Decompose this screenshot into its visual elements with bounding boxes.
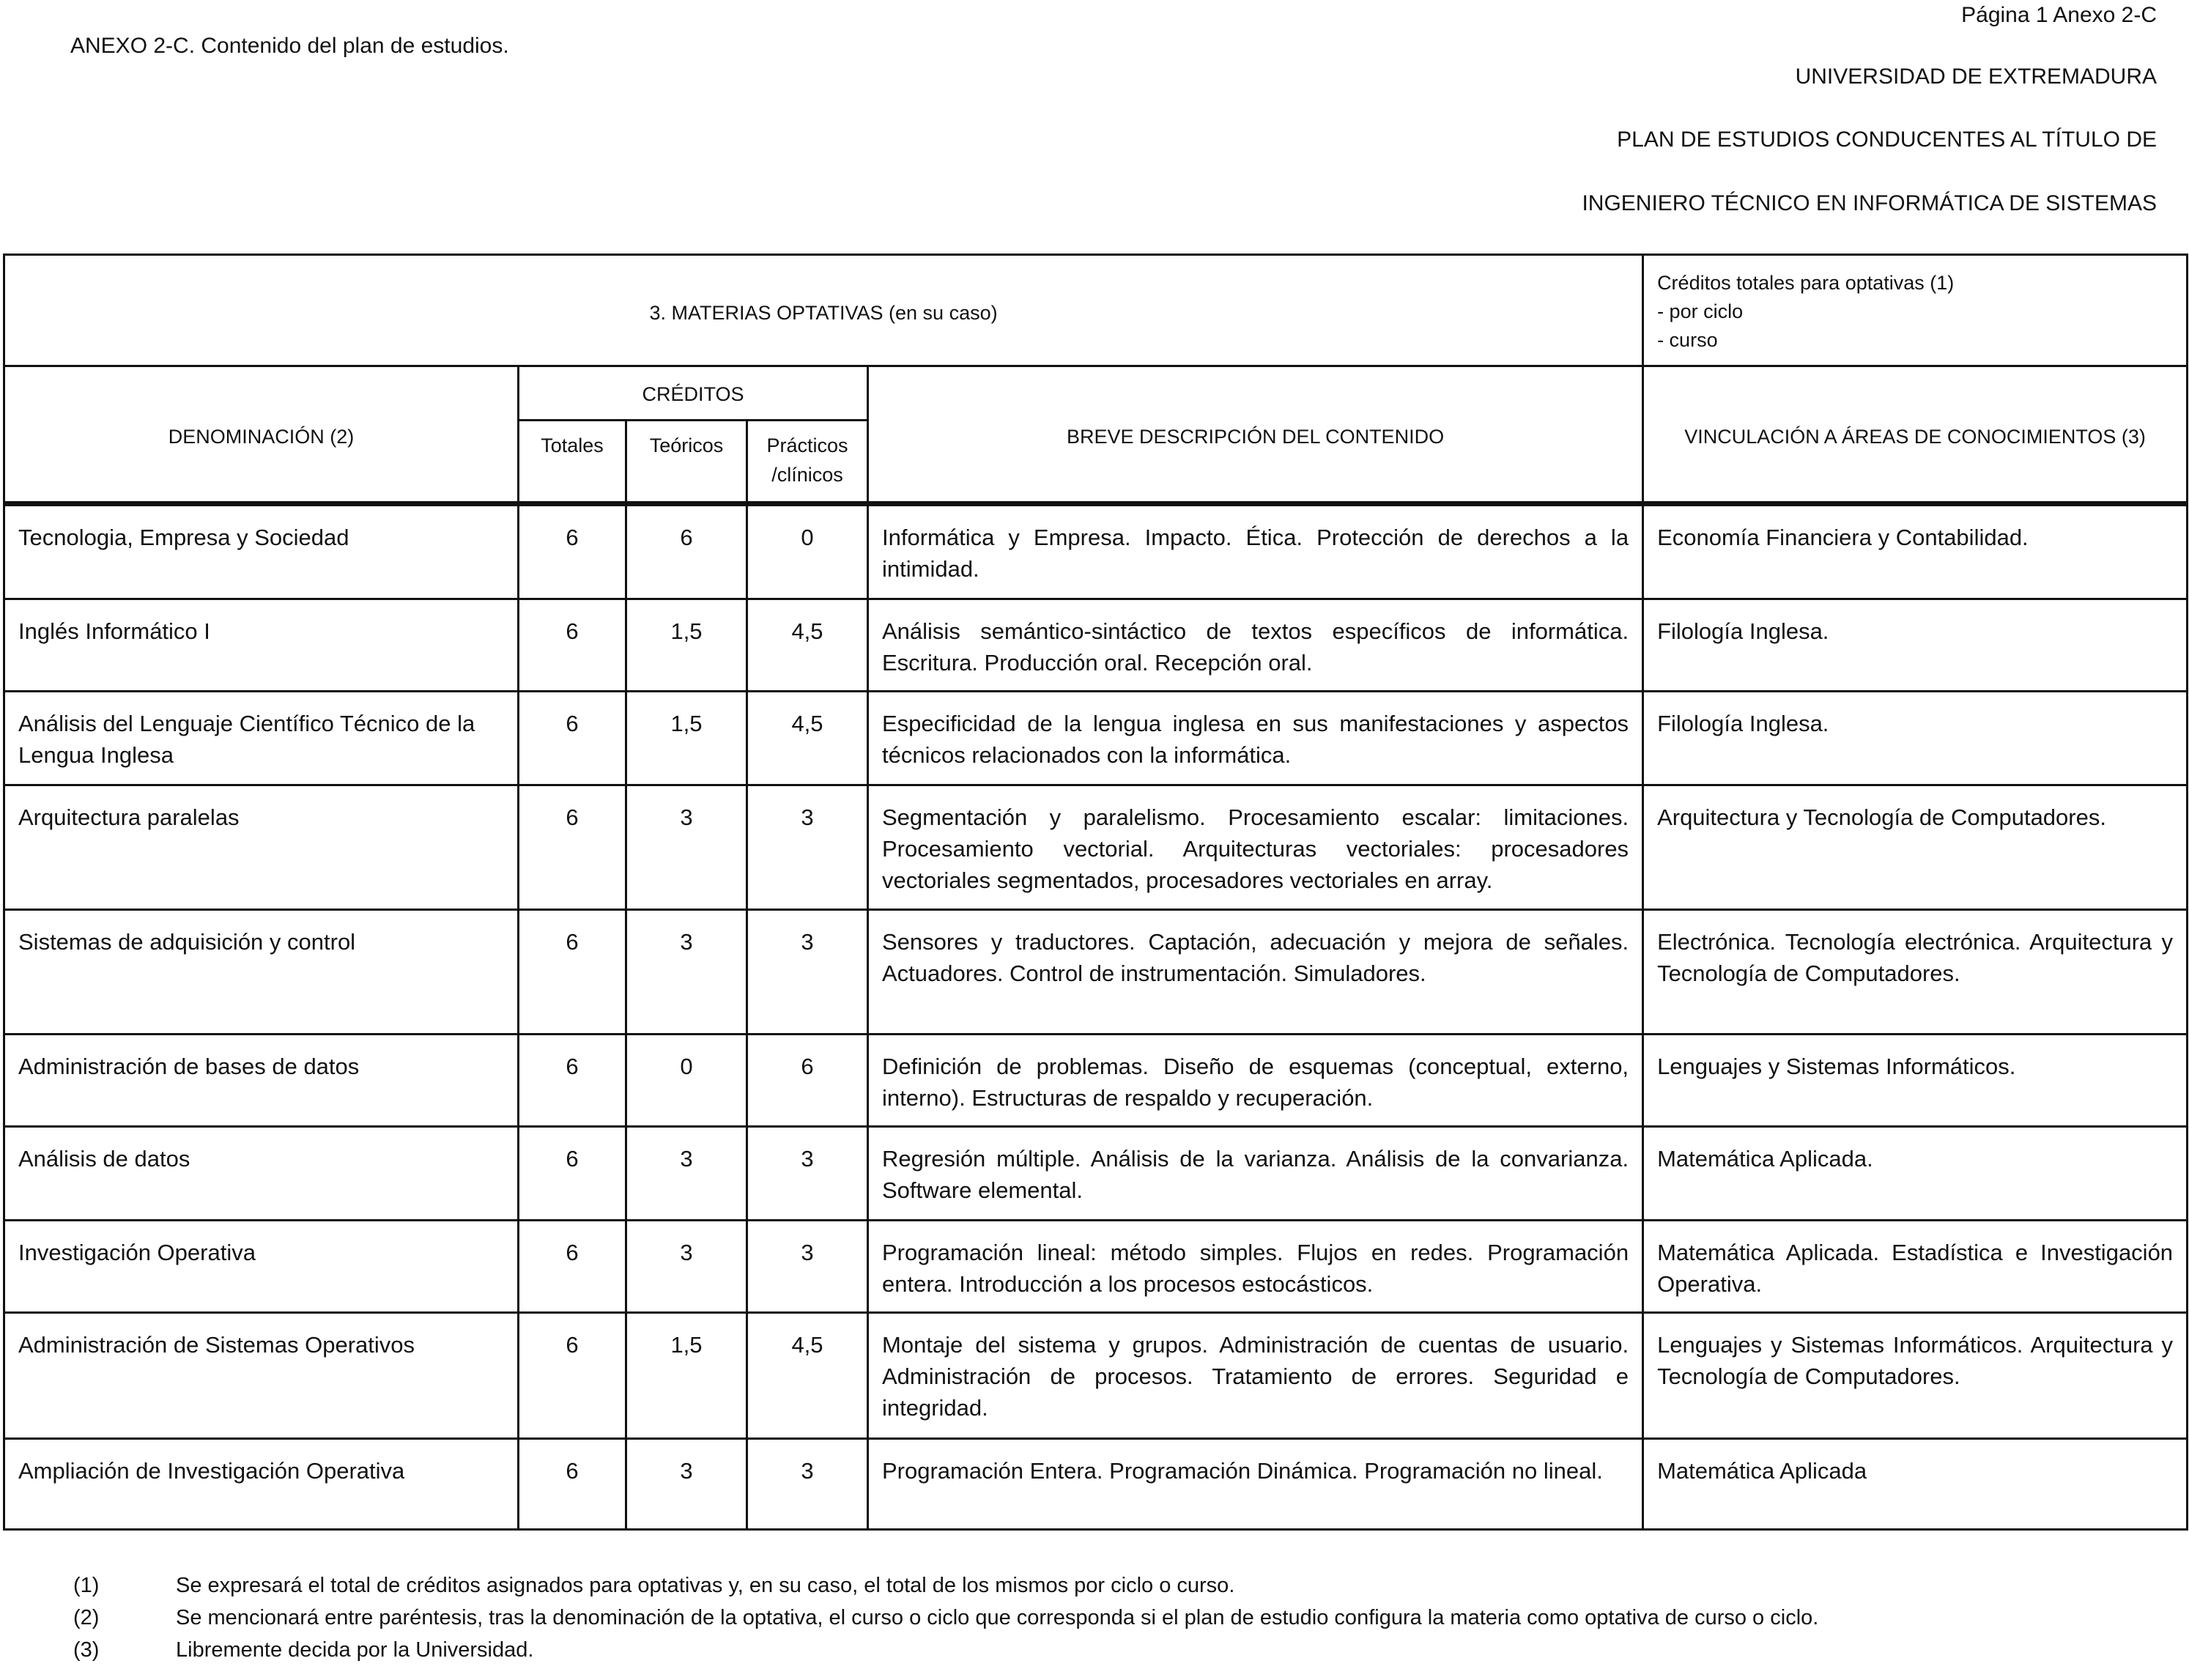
credits-totales: 6 (519, 1313, 626, 1439)
col-header-practicos: Prácticos /clínicos (747, 421, 868, 504)
optional-subjects-table (3, 254, 2188, 1531)
knowledge-area: Filología Inglesa. (1643, 692, 2188, 785)
subject-description: Programación Entera. Programación Dinámica. Programación no lineal. (868, 1439, 1643, 1530)
credits-teoricos: 1,5 (626, 1313, 747, 1439)
credits-teoricos: 3 (626, 1439, 747, 1530)
subject-description: Sensores y traductores. Captación, adecuación y mejora de señales. Actuadores. Control de instrumentación. Simuladores. (868, 910, 1643, 1035)
credits-totales: 6 (519, 785, 626, 910)
credits-total-note-line: Créditos totales para optativas (1) (1657, 272, 1955, 294)
page-number: Página 1 Anexo 2-C (1961, 3, 2157, 27)
knowledge-area: Lenguajes y Sistemas Informáticos. (1643, 1035, 2188, 1127)
subject-name: Investigación Operativa (4, 1221, 519, 1313)
credits-totales: 6 (519, 504, 626, 599)
plan-title: PLAN DE ESTUDIOS CONDUCENTES AL TÍTULO DE (1617, 127, 2157, 152)
table-row (4, 785, 2188, 910)
subject-name: Administración de Sistemas Operativos (4, 1313, 519, 1439)
credits-practicos: 3 (747, 785, 868, 910)
credits-total-note-line: - curso (1657, 329, 1718, 352)
credits-total-note (1643, 255, 2188, 366)
subject-description: Especificidad de la lengua inglesa en sus manifestaciones y aspectos técnicos relacionados con la informática. (868, 692, 1643, 785)
credits-totales: 6 (519, 1221, 626, 1313)
col-header-vinculacion: VINCULACIÓN A ÁREAS DE CONOCIMIENTOS (3) (1643, 366, 2188, 504)
credits-teoricos: 3 (626, 1221, 747, 1313)
credits-practicos: 3 (747, 1439, 868, 1530)
footnote-text: Libremente decida por la Universidad. (176, 1638, 534, 1662)
credits-teoricos: 6 (626, 504, 747, 599)
knowledge-area: Electrónica. Tecnología electrónica. Arquitectura y Tecnología de Computadores. (1643, 910, 2188, 1035)
subject-name: Ampliación de Investigación Operativa (4, 1439, 519, 1530)
table-row (4, 692, 2188, 785)
table-row (4, 1313, 2188, 1439)
subject-description: Segmentación y paralelismo. Procesamiento escalar: limitaciones. Procesamiento vectorial. Arquitecturas vectoriales: procesadores vectoriales segmentados, procesadores vectoriales en array. (868, 785, 1643, 910)
footnote (73, 1634, 1818, 1666)
footnotes (73, 1569, 1818, 1666)
credits-totales: 6 (519, 1035, 626, 1127)
knowledge-area: Lenguajes y Sistemas Informáticos. Arquitectura y Tecnología de Computadores. (1643, 1313, 2188, 1439)
knowledge-area: Matemática Aplicada. Estadística e Investigación Operativa. (1643, 1221, 2188, 1313)
subject-description: Análisis semántico-sintáctico de textos específicos de informática. Escritura. Producción oral. Recepción oral. (868, 599, 1643, 692)
table-row (4, 910, 2188, 1035)
credits-practicos: 3 (747, 1127, 868, 1221)
knowledge-area: Arquitectura y Tecnología de Computadores. (1643, 785, 2188, 910)
col-header-descripcion: BREVE DESCRIPCIÓN DEL CONTENIDO (868, 366, 1643, 504)
subject-name: Inglés Informático I (4, 599, 519, 692)
footnote-number: (3) (73, 1638, 100, 1662)
credits-practicos: 4,5 (747, 1313, 868, 1439)
degree-title: INGENIERO TÉCNICO EN INFORMÁTICA DE SISTEMAS (1582, 191, 2157, 215)
credits-totales: 6 (519, 910, 626, 1035)
table-row (4, 599, 2188, 692)
credits-teoricos: 0 (626, 1035, 747, 1127)
subject-description: Informática y Empresa. Impacto. Ética. Protección de derechos a la intimidad. (868, 504, 1643, 599)
credits-practicos: 0 (747, 504, 868, 599)
credits-teoricos: 1,5 (626, 599, 747, 692)
subject-name: Administración de bases de datos (4, 1035, 519, 1127)
knowledge-area: Economía Financiera y Contabilidad. (1643, 504, 2188, 599)
subject-name: Tecnologia, Empresa y Sociedad (4, 504, 519, 599)
knowledge-area: Matemática Aplicada. (1643, 1127, 2188, 1221)
section-title: 3. MATERIAS OPTATIVAS (en su caso) (4, 255, 1643, 366)
credits-teoricos: 1,5 (626, 692, 747, 785)
footnote-text: Se mencionará entre paréntesis, tras la denominación de la optativa, el curso o ciclo que corresponda si el plan de estudio configura la materia como optativa de curso o ciclo. (176, 1606, 1819, 1629)
footnote-text: Se expresará el total de créditos asignados para optativas y, en su caso, el total de los mismos por ciclo o curso. (176, 1574, 1235, 1597)
table-row (4, 1221, 2188, 1313)
credits-totales: 6 (519, 692, 626, 785)
table-row (4, 1035, 2188, 1127)
university-name: UNIVERSIDAD DE EXTREMADURA (1795, 64, 2157, 89)
knowledge-area: Matemática Aplicada (1643, 1439, 2188, 1530)
subject-description: Regresión múltiple. Análisis de la varianza. Análisis de la convarianza. Software elemental. (868, 1127, 1643, 1221)
credits-teoricos: 3 (626, 1127, 747, 1221)
table-row (4, 1439, 2188, 1530)
credits-practicos: 4,5 (747, 692, 868, 785)
col-header-totales: Totales (519, 421, 626, 504)
col-header-creditos: CRÉDITOS (519, 366, 868, 421)
footnote-number: (1) (73, 1574, 100, 1597)
knowledge-area: Filología Inglesa. (1643, 599, 2188, 692)
subject-name: Análisis del Lenguaje Científico Técnico de la Lengua Inglesa (4, 692, 519, 785)
credits-practicos: 6 (747, 1035, 868, 1127)
credits-totales: 6 (519, 599, 626, 692)
credits-practicos: 3 (747, 1221, 868, 1313)
table-row (4, 1127, 2188, 1221)
credits-totales: 6 (519, 1439, 626, 1530)
subject-description: Definición de problemas. Diseño de esquemas (conceptual, externo, interno). Estructuras de respaldo y recuperación. (868, 1035, 1643, 1127)
footnote (73, 1569, 1818, 1602)
document-heading-left: ANEXO 2-C. Contenido del plan de estudios. (70, 34, 509, 58)
subject-description: Montaje del sistema y grupos. Administración de cuentas de usuario. Administración de procesos. Tratamiento de errores. Seguridad e integridad. (868, 1313, 1643, 1439)
column-header-row (4, 366, 2188, 421)
subject-name: Arquitectura paralelas (4, 785, 519, 910)
credits-total-note-line: - por ciclo (1657, 300, 1744, 323)
subject-name: Sistemas de adquisición y control (4, 910, 519, 1035)
subject-name: Análisis de datos (4, 1127, 519, 1221)
credits-teoricos: 3 (626, 785, 747, 910)
credits-totales: 6 (519, 1127, 626, 1221)
subject-description: Programación lineal: método simples. Flujos en redes. Programación entera. Introducción a los procesos estocásticos. (868, 1221, 1643, 1313)
table-row (4, 504, 2188, 599)
footnote (73, 1602, 1818, 1634)
table-title-row (4, 255, 2188, 366)
credits-practicos: 3 (747, 910, 868, 1035)
credits-practicos: 4,5 (747, 599, 868, 692)
col-header-teoricos: Teóricos (626, 421, 747, 504)
footnote-number: (2) (73, 1606, 100, 1629)
credits-teoricos: 3 (626, 910, 747, 1035)
col-header-denominacion: DENOMINACIÓN (2) (4, 366, 519, 504)
